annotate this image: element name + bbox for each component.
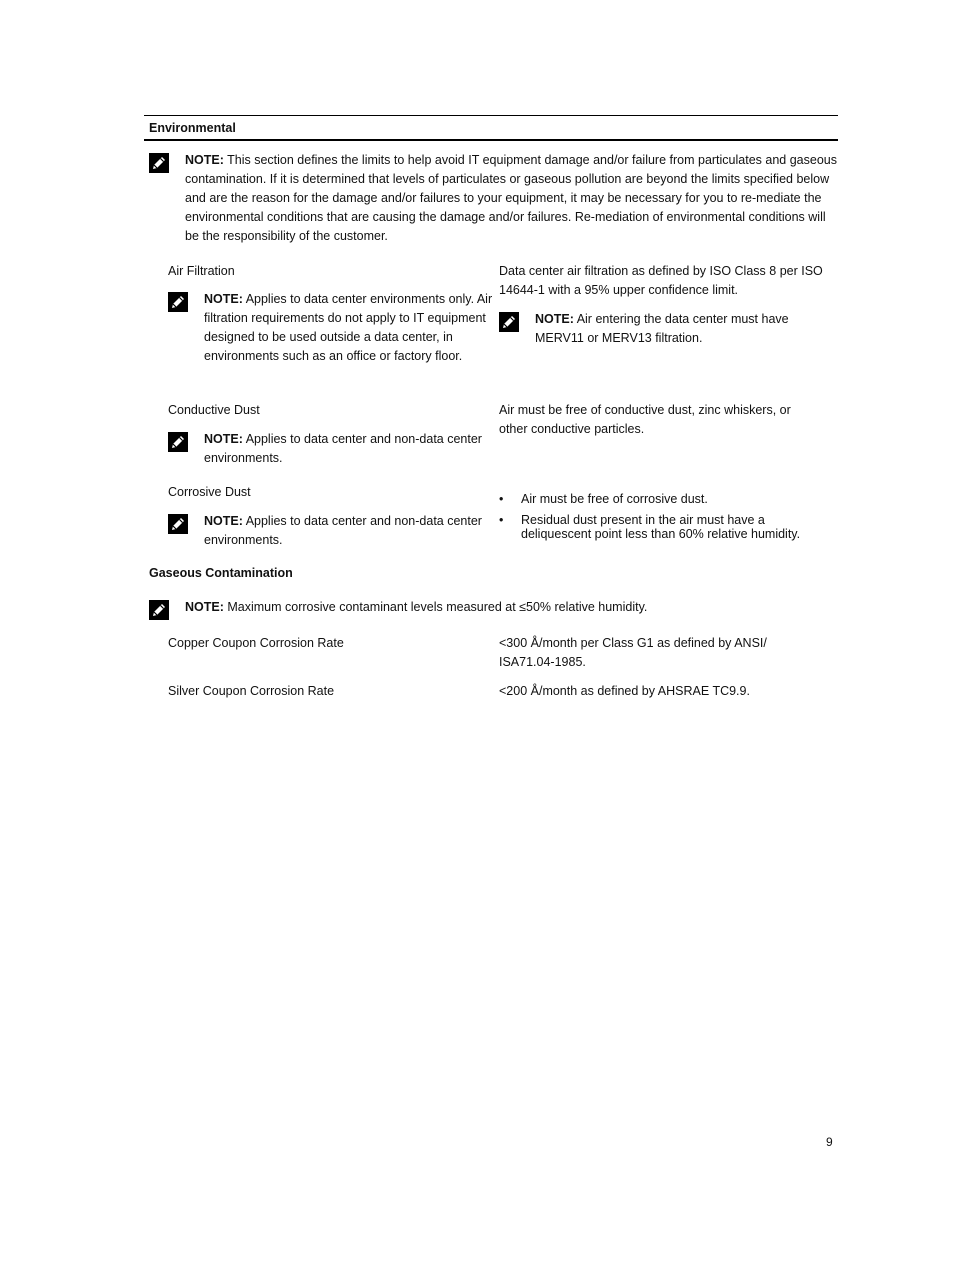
- corrosive-dust-label: Corrosive Dust: [168, 485, 251, 499]
- copper-coupon-value: <300 Å/month per Class G1 as defined by ANSI/ ISA71.04-1985.: [499, 636, 767, 669]
- air-filtration-value-note-text: Air entering the data center must have MERV11 or MERV13 filtration.: [535, 312, 789, 345]
- note-label: NOTE:: [204, 432, 243, 446]
- note-pencil-icon: [168, 292, 188, 312]
- page-number: 9: [826, 1135, 833, 1149]
- note-label: NOTE:: [185, 153, 224, 167]
- section-title: Environmental: [149, 121, 236, 135]
- list-item: • Air must be free of corrosive dust.: [498, 492, 818, 506]
- gaseous-contamination-title: Gaseous Contamination: [149, 566, 293, 580]
- copper-coupon-label: Copper Coupon Corrosion Rate: [168, 636, 344, 650]
- air-filtration-value: Data center air filtration as defined by ISO Class 8 per ISO 14644-1 with a 95% upper confidence limit.: [499, 264, 823, 297]
- note-pencil-icon: [149, 600, 169, 620]
- gaseous-note-text: Maximum corrosive contaminant levels measured at ≤50% relative humidity.: [227, 600, 648, 614]
- note-pencil-icon: [499, 312, 519, 332]
- note-label: NOTE:: [204, 514, 243, 528]
- air-filtration-label: Air Filtration: [168, 264, 235, 278]
- note-label: NOTE:: [185, 600, 224, 614]
- note-pencil-icon: [168, 432, 188, 452]
- corrosive-dust-bullets: [498, 492, 818, 541]
- intro-note-text: This section defines the limits to help avoid IT equipment damage and/or failure from particulates and gaseous contamination. If it is determined that levels of particulates or gaseous pollution are beyond the limits specified below and are the reason for the damage and/or failures to your equipment, it may be necessary for you to re-mediate the environmental conditions that are causing the damage and/or failures. Re-mediation of environmental conditions will be the responsibility of the customer.: [185, 153, 837, 243]
- air-filtration-note-text: Applies to data center environments only. Air filtration requirements do not apply to IT equipment designed to be used outside a data center, in environments such as an office or factory floor.: [204, 292, 493, 363]
- note-pencil-icon: [149, 153, 169, 173]
- conductive-dust-note-text: Applies to data center and non-data center environments.: [204, 432, 482, 465]
- silver-coupon-value: <200 Å/month as defined by AHSRAE TC9.9.: [499, 684, 750, 698]
- corrosive-dust-note-text: Applies to data center and non-data center environments.: [204, 514, 482, 547]
- conductive-dust-value: Air must be free of conductive dust, zinc whiskers, or other conductive particles.: [499, 403, 791, 436]
- silver-coupon-label: Silver Coupon Corrosion Rate: [168, 684, 335, 698]
- section-heading-bar: [144, 115, 838, 141]
- conductive-dust-label: Conductive Dust: [168, 403, 260, 417]
- note-pencil-icon: [168, 514, 188, 534]
- note-label: NOTE:: [204, 292, 243, 306]
- note-label: NOTE:: [535, 312, 574, 326]
- list-item: • Residual dust present in the air must have a deliquescent point less than 60% relative humidity.: [498, 513, 818, 541]
